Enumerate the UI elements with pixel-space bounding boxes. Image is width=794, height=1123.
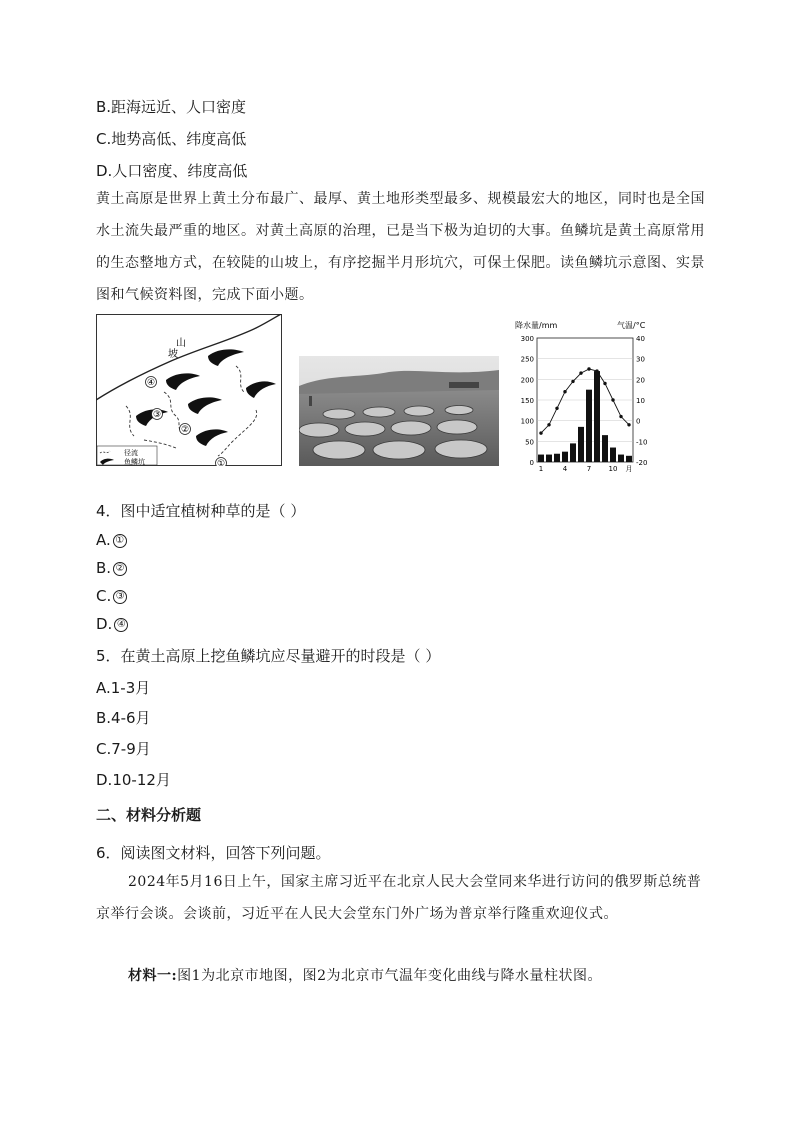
material-text: 图1为北京市地图，图2为北京市气温年变化曲线与降水量柱状图。 [177,968,602,984]
label-4: ④ [146,378,156,388]
q6-stem: 6．阅读图文材料，回答下列问题。 [96,844,331,862]
ytick-right-label: 30 [636,355,645,364]
q4-option-d[interactable] [96,615,128,633]
xtick-unit-label: 月 [625,465,633,473]
option-prev-c: C.地势高低、纬度高低 [96,130,247,148]
option-prefix: C. [96,587,112,605]
precip-bar [610,448,616,462]
q4-option-c[interactable] [96,587,127,605]
option-prev-b: B.距海远近、人口密度 [96,98,247,116]
ytick-left-label: 250 [520,355,534,364]
temperature-point [619,415,622,418]
ytick-right-label: 0 [636,417,641,426]
climate-chart [515,318,665,476]
xtick-label: 7 [586,465,592,473]
temperature-point [539,431,542,434]
ytick-left-label: 300 [520,335,534,343]
ytick-left-label: 50 [525,438,534,447]
precip-bar [602,435,608,462]
ytick-right-label: -10 [636,438,648,447]
option-mark: ④ [114,618,128,632]
precip-bar [586,390,592,462]
fish-scale-pit-diagram [96,314,282,466]
precip-bar [538,455,544,462]
chart-ylabel-left: 降水量/mm [515,321,558,330]
q5-option-a[interactable]: A.1-3月 [96,679,151,697]
label-3: ③ [152,410,162,420]
precip-bar [554,454,560,462]
temperature-point [627,423,630,426]
temperature-point [571,380,574,383]
option-mark: ① [113,534,127,548]
xtick-label: 4 [562,465,568,473]
section-title: 二、材料分析题 [96,806,202,824]
intro-paragraph: 黄土高原是世界上黄土分布最广、最厚、黄土地形类型最多、规模最宏大的地区，同时也是全国水土流失最严重的地区。对黄土高原的治理，已是当下极为迫切的大事。鱼鳞坑是黄土高原常用的生态整地方式，在较陡的山坡上，有序挖掘半月形坑穴，可保土保肥。读鱼鳞坑示意图、实景图和气候资料图，完成下面小题。 [96,191,705,303]
temperature-point [603,382,606,385]
precip-bar [578,427,584,462]
option-prev-d: D.人口密度、纬度高低 [96,162,248,180]
temperature-point [547,423,550,426]
label-1: ① [216,459,226,466]
temperature-point [563,390,566,393]
ytick-right-label: 10 [636,397,645,405]
ytick-right-label: 40 [636,335,645,343]
temperature-point [579,371,582,374]
option-prefix: B. [96,559,112,577]
label-2: ② [180,425,190,435]
q4-option-a[interactable] [96,531,127,549]
precip-bar [546,455,552,462]
q4-stem: 4．图中适宜植树种草的是（ ） [96,502,306,520]
q5-option-b[interactable]: B.4-6月 [96,709,151,727]
precip-bar [562,452,568,462]
option-prefix: A. [96,531,111,549]
fish-scale-pit-photo [299,356,499,466]
option-prefix: D. [96,615,113,633]
q6-paragraph: 2024年5月16日上午，国家主席习近平在北京人民大会堂同来华进行访问的俄罗斯总统普京举行会谈。会谈前，习近平在人民大会堂东门外广场为普京举行隆重欢迎仪式。 [96,874,702,922]
precip-bar [594,371,600,462]
chart-ylabel-right: 气温/°C [617,321,646,330]
temperature-point [587,367,590,370]
q6-material-1 [96,960,708,992]
q5-option-d[interactable]: D.10-12月 [96,771,171,789]
option-mark: ② [113,562,127,576]
xtick-label: 10 [608,465,618,473]
q4-option-b[interactable] [96,559,127,577]
temperature-point [611,398,614,401]
xtick-label: 1 [538,465,544,473]
ytick-left-label: 150 [520,397,534,405]
ytick-right-label: 20 [636,376,645,385]
legend-pit: 鱼鳞坑 [124,458,145,466]
q5-stem: 5．在黄土高原上挖鱼鳞坑应尽量避开的时段是（ ） [96,647,441,665]
ytick-right-label: -20 [636,459,648,467]
label-shan: 山 [176,338,186,349]
label-po: 坡 [168,349,178,360]
option-mark: ③ [113,590,127,604]
temperature-point [555,407,558,410]
ytick-left-label: 100 [520,417,534,426]
material-label: 材料一: [128,968,178,984]
temperature-point [595,369,598,372]
ytick-left-label: 0 [529,459,534,467]
ytick-left-label: 200 [520,376,534,385]
precip-bar [626,456,632,462]
precip-bar [570,443,576,462]
legend-runoff: 径流 [124,449,138,457]
q5-option-c[interactable]: C.7-9月 [96,740,151,758]
precip-bar [618,455,624,462]
